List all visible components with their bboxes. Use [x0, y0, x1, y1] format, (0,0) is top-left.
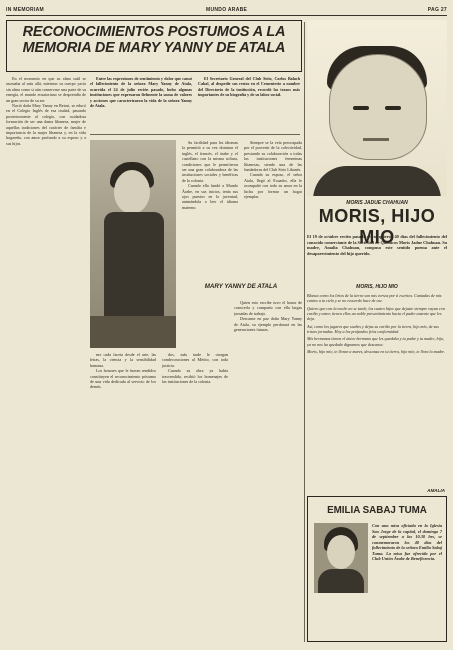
paragraph: Entre las expresiones de sentimiento y dolor que causó el fallecimiento de la señora Mary Yanny de Atala, ocurrida el 24 de julio recién pasado, hubo algunas instituciones que expresaron fielmente la suma de valores y acciones que caracterizaron la vida de la señora Yanny de Atala.: [90, 76, 192, 109]
body-column-6: [234, 300, 302, 644]
moris-portrait-photo: [307, 20, 447, 196]
photo-caption: MARY YANNY DE ATALA: [204, 283, 278, 290]
emilia-notice-box: [307, 496, 447, 642]
poem-stanza: Mis hermanas tienen el único hermano que les quedaba y tu padre y tu madre, hijo, ya no nos ha quedado dignamos que descanse.: [307, 336, 444, 347]
headline-box: [6, 20, 302, 72]
paragraph: Cuando ella fundó a Mundo Árabe, en sus inicios, tenía sus ojos puestos en la juventud, animándola a leer el idioma materno.: [182, 183, 238, 210]
paragraph: Cuando su esposo, el señor Atala, llegó al Ecuador, ella le acompañó con todo su amor en la lucha por formar un hogar ejemplar.: [244, 172, 302, 200]
paragraph: ner cada faceta desde el arte, las letras, la ciencia y la sensibilidad humana.: [90, 352, 156, 368]
poem-title: MORIS, HIJO MIO: [356, 284, 398, 290]
column-divider: [304, 22, 305, 642]
emilia-text: Con una misa oficiada en la Iglesia San Jorge de la capital, el domingo 7 de septiembre a las 10.30 hrs, se conmemoraron los 40 días del fallecimiento de la señora Emilia Sabaj Tuma. La misa fue ofrecida por el Club Unión Árabe de Beneficencia.: [372, 523, 442, 561]
paragraph: Su facilidad para los idiomas la permitió a su vez dominar el inglés, el francés, el árabe y el castellano con la misma soltura, condiciones que le permitieron ser una gran colaboradora de las instituciones sociales y benéficas de la colonia.: [182, 140, 238, 183]
paragraph: Nació doña Mary Yanny en Beirut, se educó en el Colegio Inglés de esa ciudad, pasando posteriormente al colegio, con cuidadosa formación de ser una dama libanesa, mujer de aquellas tradiciones del carácter de familia e importancia de la mujer libanesa y, en la vida hogareña, con amor profundo a su esposo y a sus hijos.: [6, 103, 86, 146]
intro-column-2: [198, 76, 300, 134]
article-intro: El 19 de octubre recién pasado se cumplieron 40 días del fallecimiento del conocido comerciante de la Sociedad de Quimicos Moris Jadue Chahuan. Su madre, Amalia Chahuan, compuso este sentido poema ante el desaparecimiento del hijo querido.: [307, 234, 447, 256]
poem-stanza: Así, como los jugares que sueñes y dejas su cariño por la tierra, hijo mío, de sus tristes jornadas. Hoy a los profundos fríos conformidad.: [307, 323, 439, 335]
poem-stanza: Blanca como los lirios de la tierra son mis versos por ti escritos. Cantadas de mis cantos a tu cielo y se no recuerdo hace de ose.: [307, 293, 442, 304]
body-column-3: [244, 140, 302, 276]
paragraph: El Secretario General del Club Sirio, Carlos Balach Cabal, al despedir sus restos en el Cementerio a nombre del Directorio de la institución, recordó los trazos más importantes de su biografía y de su labor social.: [198, 76, 300, 98]
article-title: MORIS, HIJO MIO: [318, 206, 436, 247]
main-article: [6, 20, 302, 644]
emilia-title: EMILIA SABAJ TUMA: [327, 505, 427, 516]
article-kicker: MORIS JADUE CHAHUAN: [346, 200, 408, 206]
paragraph: Quien esto escribe tuvo el honor de conocerla y compartir con ella largas jornadas de trabajo.: [234, 300, 302, 316]
poem-body: [307, 293, 447, 487]
paragraph: En el momento en que su alma sutil se asomaba al más allá, mientras su cuerpo yacía sin alma como si aún conservase una parte de su energía, el mundo ecuatoriano se desprendía de un gran sector de su ser.: [6, 76, 86, 103]
paragraph: Los honores que le fueran rendidos constituyen el reconocimiento póstumo de una vida dedicada al servicio de los demás.: [90, 368, 156, 390]
paragraph: dos, más tarde le otorgan condecoraciones al Mérito, con toda justicia.: [162, 352, 228, 368]
intro-block: [90, 76, 300, 135]
paragraph: Siempre se la veía preocupada por el porvenir de la colectividad, prestando su colaboración a todas las instituciones femeninas libanesas, siendo una de las fundadoras del Club Sirio Libanés.: [244, 140, 302, 173]
poem-signature: AMALIA: [427, 488, 445, 493]
body-column-1: [6, 76, 86, 644]
body-column-4: [90, 352, 156, 644]
headline: RECONOCIMIENTOS POSTUMOS A LA MEMORIA DE MARY YANNY DE ATALA: [22, 24, 286, 56]
section-label: IN MEMORIAM: [6, 7, 45, 13]
portrait-photo: [90, 140, 176, 348]
poem-stanza: Moris, hijo mío, te lloran a mares, descansa en tu tierra, hijo mío, te llora la madre.: [307, 349, 445, 355]
paragraph: Descanse en paz doña Mary Yanny de Atala, su ejemplo perdurará en las generaciones futuras.: [234, 316, 302, 333]
page-number: PAG 27: [427, 7, 447, 13]
body-column-5: [162, 352, 228, 644]
paragraph: Cuando su obra ya había trascendido, recibió los homenajes de las instituciones de la colonia.: [162, 368, 228, 385]
publication-name: MUNDO ARABE: [206, 7, 248, 13]
sidebar-articles: [307, 20, 447, 644]
body-column-2: [182, 140, 238, 276]
page-header: [6, 6, 447, 16]
poem-stanza: Quiero que con la noche no se tarde, los cuatro hijos que dejaste siempre vayan con cariño y amor, tienen ellos un noble presentimiento hacia el padre ausente que les deja.: [307, 305, 445, 322]
intro-column-1: [90, 76, 192, 134]
emilia-photo: [314, 523, 368, 593]
header-rule: [6, 15, 447, 16]
